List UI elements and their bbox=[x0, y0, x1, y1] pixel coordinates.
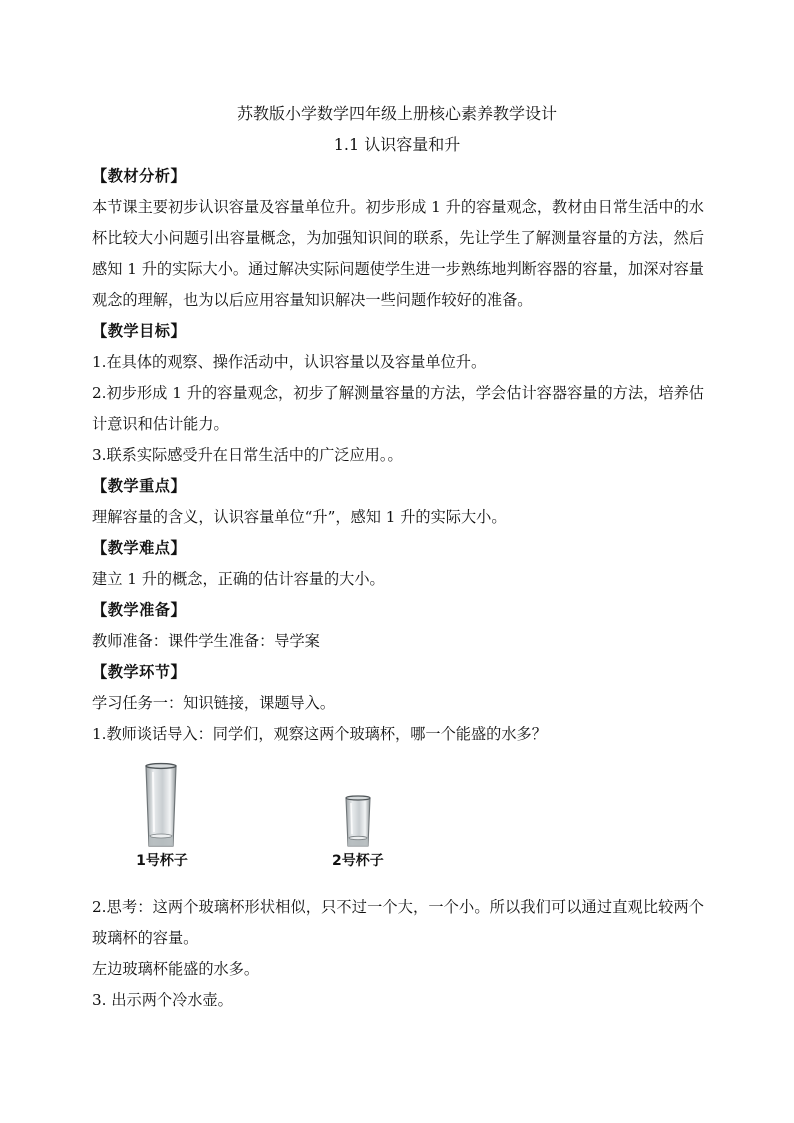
section-heading-key-points: 【教学重点】 bbox=[92, 477, 187, 495]
cup-1-figure bbox=[132, 750, 192, 870]
objective-item-2: 2.初步形成 1 升的容量观念，初步了解测量容量的方法，学会估计容器容量的方法，培养估计意识和估计能力。 bbox=[92, 384, 704, 433]
step-1-text: 1.教师谈话导入：同学们，观察这两个玻璃杯，哪一个能盛的水多？ bbox=[92, 725, 547, 743]
key-points-text: 理解容量的含义，认识容量单位“升”，感知 1 升的实际大小。 bbox=[92, 508, 507, 526]
objective-item-3: 3.联系实际感受升在日常生活中的广泛应用。。 bbox=[92, 446, 403, 464]
task-one-text: 学习任务一：知识链接，课题导入。 bbox=[92, 694, 335, 712]
document-title: 苏教版小学数学四年级上册核心素养教学设计 bbox=[236, 104, 557, 123]
large-glass-image bbox=[132, 762, 192, 852]
objective-item-1: 1.在具体的观察、操作活动中，认识容量以及容量单位升。 bbox=[92, 353, 487, 371]
glasses-figure bbox=[92, 750, 704, 892]
step-2-text: 2.思考：这两个玻璃杯形状相似，只不过一个大，一个小。所以我们可以通过直观比较两个玻璃杯的容量。 bbox=[92, 898, 704, 947]
step-3-text: 3. 出示两个冷水壶。 bbox=[92, 991, 233, 1009]
cup-1-caption: 1号杯子 bbox=[136, 853, 188, 869]
section-heading-analysis: 【教材分析】 bbox=[92, 167, 187, 185]
document-body bbox=[92, 161, 704, 1016]
section-heading-preparation: 【教学准备】 bbox=[92, 601, 187, 619]
conclusion-text: 左边玻璃杯能盛的水多。 bbox=[92, 960, 260, 978]
small-glass-image bbox=[338, 762, 378, 852]
cup-2-caption: 2号杯子 bbox=[332, 853, 384, 869]
section-heading-difficulties: 【教学难点】 bbox=[92, 539, 187, 557]
section-heading-procedure: 【教学环节】 bbox=[92, 663, 187, 681]
cup-2-figure bbox=[332, 750, 384, 870]
lesson-subtitle: 1.1 认识容量和升 bbox=[333, 135, 461, 154]
preparation-text: 教师准备：课件学生准备：导学案 bbox=[92, 632, 320, 650]
analysis-paragraph: 本节课主要初步认识容量及容量单位升。初步形成 1 升的容量观念，教材由日常生活中的水杯比较大小问题引出容量概念，为加强知识间的联系，先让学生了解测量容量的方法，然后感知 1 升的实际大小。通过解决实际问题使学生进一步熟练地判断容器的容量，加深对容量观念的理解，也为以后应用容量知识解决一些问题作较好的准备。 bbox=[92, 198, 704, 309]
difficulties-text: 建立 1 升的概念，正确的估计容量的大小。 bbox=[92, 570, 385, 588]
section-heading-objectives: 【教学目标】 bbox=[92, 322, 187, 340]
